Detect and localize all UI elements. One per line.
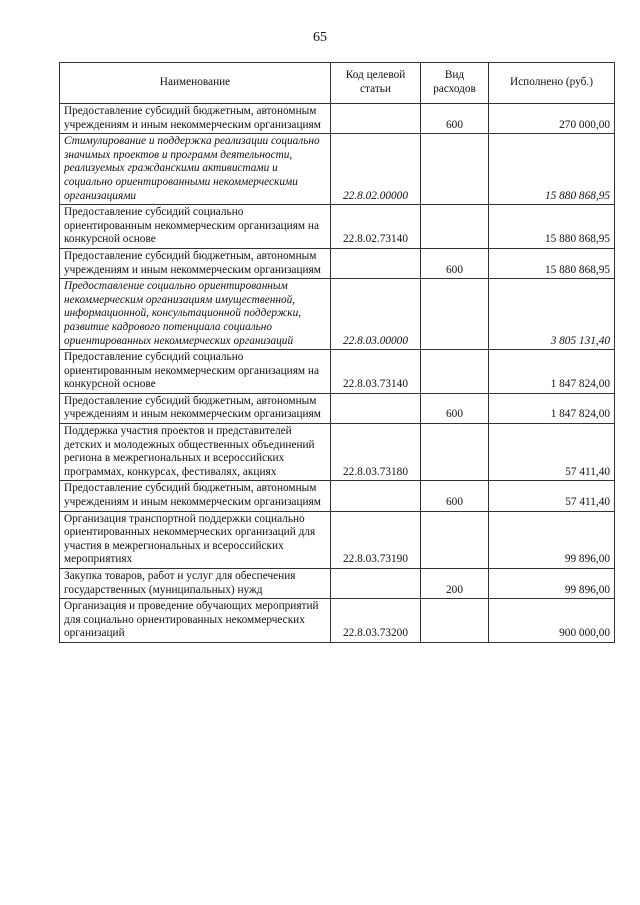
table-row bbox=[60, 424, 615, 481]
table-row bbox=[60, 104, 615, 134]
cell-name: Поддержка участия проектов и представителей детских и молодежных общественных объединений региона в межрегиональных и всероссийских программах, конкурсах, фестивалях, акциях bbox=[60, 424, 331, 481]
cell-type bbox=[421, 205, 489, 249]
cell-code: 22.8.03.73190 bbox=[331, 511, 421, 568]
cell-name: Предоставление субсидий бюджетным, автономным учреждениям и иным некоммерческим организациям bbox=[60, 393, 331, 423]
table-row bbox=[60, 569, 615, 599]
cell-code: 22.8.02.00000 bbox=[331, 134, 421, 205]
cell-amount: 15 880 868,95 bbox=[489, 205, 615, 249]
table-row bbox=[60, 511, 615, 568]
cell-code bbox=[331, 248, 421, 278]
header-type: Вид расходов bbox=[421, 63, 489, 104]
table-row bbox=[60, 205, 615, 249]
cell-name: Предоставление субсидий бюджетным, автономным учреждениям и иным некоммерческим организациям bbox=[60, 481, 331, 511]
cell-code: 22.8.03.00000 bbox=[331, 279, 421, 350]
table-row bbox=[60, 134, 615, 205]
cell-type: 600 bbox=[421, 248, 489, 278]
cell-name: Стимулирование и поддержка реализации социально значимых проектов и программ деятельности, реализуемых гражданскими активистами и социально ориентированными некоммерческими организациями bbox=[60, 134, 331, 205]
budget-table bbox=[59, 62, 615, 643]
cell-code bbox=[331, 393, 421, 423]
page-number: 65 bbox=[313, 30, 327, 45]
table-body bbox=[60, 104, 615, 643]
cell-type bbox=[421, 279, 489, 350]
cell-amount: 57 411,40 bbox=[489, 481, 615, 511]
cell-name: Организация и проведение обучающих мероприятий для социально ориентированных некоммерческих организаций bbox=[60, 599, 331, 643]
cell-code: 22.8.03.73140 bbox=[331, 350, 421, 394]
cell-name: Закупка товаров, работ и услуг для обеспечения государственных (муниципальных) нужд bbox=[60, 569, 331, 599]
header-name: Наименование bbox=[60, 63, 331, 104]
cell-type bbox=[421, 424, 489, 481]
header-code: Код целевой статьи bbox=[331, 63, 421, 104]
cell-amount: 99 896,00 bbox=[489, 569, 615, 599]
cell-type: 200 bbox=[421, 569, 489, 599]
cell-code: 22.8.03.73180 bbox=[331, 424, 421, 481]
cell-amount: 270 000,00 bbox=[489, 104, 615, 134]
cell-type: 600 bbox=[421, 481, 489, 511]
cell-type bbox=[421, 350, 489, 394]
cell-code bbox=[331, 104, 421, 134]
cell-type bbox=[421, 511, 489, 568]
table-header-row bbox=[60, 63, 615, 104]
cell-name: Предоставление субсидий социально ориентированным некоммерческим организациям на конкурсной основе bbox=[60, 205, 331, 249]
cell-amount: 900 000,00 bbox=[489, 599, 615, 643]
header-amount: Исполнено (руб.) bbox=[489, 63, 615, 104]
table-row bbox=[60, 350, 615, 394]
cell-type: 600 bbox=[421, 104, 489, 134]
cell-amount: 1 847 824,00 bbox=[489, 393, 615, 423]
table-row bbox=[60, 248, 615, 278]
cell-type: 600 bbox=[421, 393, 489, 423]
cell-amount: 3 805 131,40 bbox=[489, 279, 615, 350]
cell-type bbox=[421, 599, 489, 643]
table-row bbox=[60, 393, 615, 423]
table-row bbox=[60, 481, 615, 511]
cell-code bbox=[331, 481, 421, 511]
cell-amount: 99 896,00 bbox=[489, 511, 615, 568]
table-row bbox=[60, 599, 615, 643]
cell-name: Предоставление субсидий бюджетным, автономным учреждениям и иным некоммерческим организациям bbox=[60, 248, 331, 278]
cell-name: Предоставление социально ориентированным некоммерческим организациям имущественной, информационной, консультационной поддержки, развитие кадрового потенциала социально ориентированных некоммерческих организаций bbox=[60, 279, 331, 350]
cell-name: Предоставление субсидий социально ориентированным некоммерческим организациям на конкурсной основе bbox=[60, 350, 331, 394]
table-row bbox=[60, 279, 615, 350]
cell-amount: 15 880 868,95 bbox=[489, 134, 615, 205]
cell-amount: 57 411,40 bbox=[489, 424, 615, 481]
cell-code: 22.8.03.73200 bbox=[331, 599, 421, 643]
cell-code bbox=[331, 569, 421, 599]
cell-type bbox=[421, 134, 489, 205]
cell-code: 22.8.02.73140 bbox=[331, 205, 421, 249]
cell-name: Предоставление субсидий бюджетным, автономным учреждениям и иным некоммерческим организациям bbox=[60, 104, 331, 134]
cell-name: Организация транспортной поддержки социально ориентированных некоммерческих организаций для участия в межрегиональных и всероссийских мероприятиях bbox=[60, 511, 331, 568]
cell-amount: 15 880 868,95 bbox=[489, 248, 615, 278]
cell-amount: 1 847 824,00 bbox=[489, 350, 615, 394]
